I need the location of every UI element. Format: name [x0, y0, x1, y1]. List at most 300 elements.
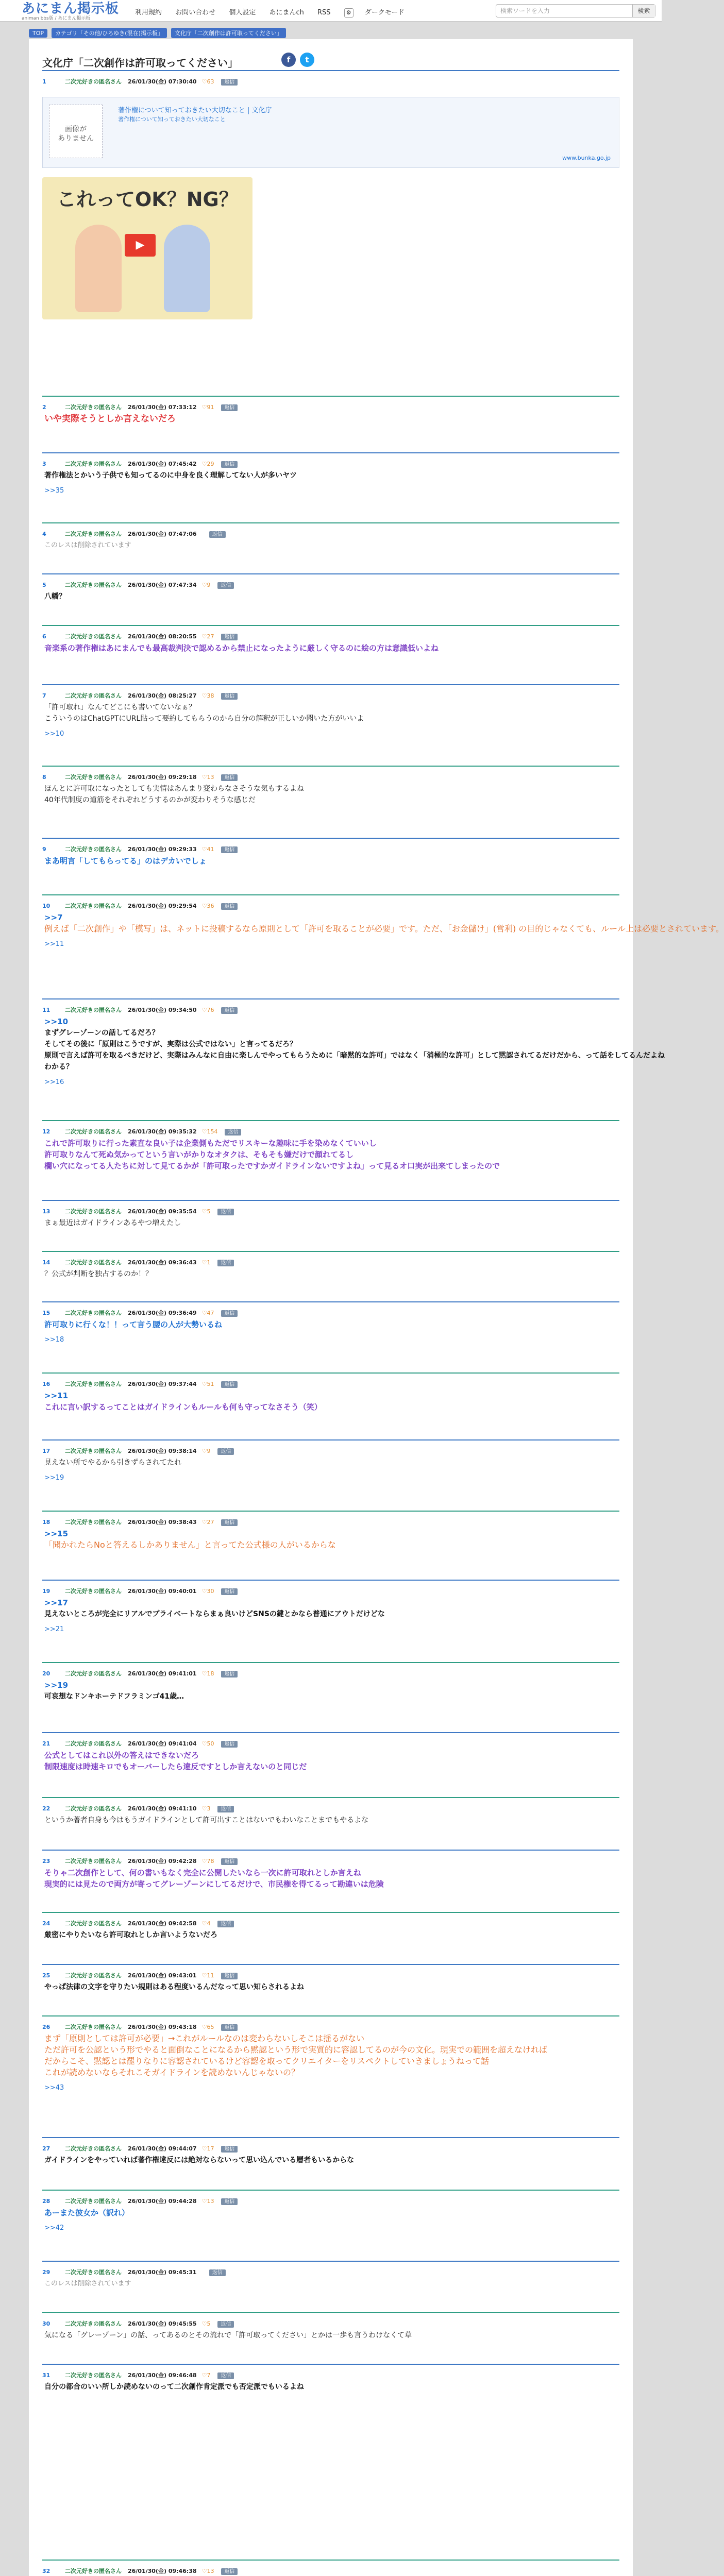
facebook-share-icon[interactable]: f [281, 53, 296, 67]
post-date: 26/01/30(金) 07:30:40 [128, 78, 197, 85]
post-number[interactable]: 4 [42, 531, 46, 537]
poster-name: 二次元好きの匿名さん [65, 633, 122, 640]
post-text-line: ？公式が判断を独占するのか！？ [44, 1270, 153, 1278]
post-number[interactable]: 28 [42, 2198, 50, 2205]
post-header [42, 581, 234, 589]
like-count[interactable]: ♡17 [201, 2145, 214, 2152]
post-header [42, 1971, 238, 1979]
post-header [42, 773, 238, 781]
post-header [42, 691, 238, 700]
reply-button[interactable]: 返信 [217, 1209, 234, 1215]
reply-link[interactable]: >>35 [44, 487, 64, 495]
reply-button[interactable]: 返信 [221, 1007, 238, 1014]
post-number[interactable]: 11 [42, 1007, 50, 1013]
poster-name: 二次元好きの匿名さん [65, 846, 122, 853]
post-date: 26/01/30(金) 07:45:42 [128, 461, 197, 467]
post-header [42, 1919, 234, 1927]
post-header [42, 460, 238, 468]
post-image[interactable] [42, 177, 252, 319]
post-number[interactable]: 26 [42, 2024, 50, 2030]
post-number[interactable]: 29 [42, 2269, 50, 2276]
poster-name: 二次元好きの匿名さん [65, 1208, 122, 1215]
post-number[interactable]: 1 [42, 78, 46, 85]
poster-name: 二次元好きの匿名さん [65, 78, 122, 85]
search-button[interactable]: 検索 [632, 5, 655, 17]
post-text-line: ただ許可を公認という形でやると面倒なことになるから黙認という形で実質的に容認してるのが今の文化。現実での範囲を超えなければ [44, 2045, 548, 2055]
twitter-share-icon[interactable]: t [300, 53, 314, 67]
post-header [42, 2268, 226, 2276]
like-count[interactable]: ♡36 [201, 903, 214, 909]
post-number[interactable]: 3 [42, 461, 46, 467]
poster-name: 二次元好きの匿名さん [65, 1007, 122, 1013]
reply-link[interactable]: >>18 [44, 1336, 64, 1344]
link-card-description: 著作権について知っておきたい大切なこと [118, 116, 226, 123]
post-body [44, 540, 616, 551]
post-body [44, 470, 616, 497]
post-separator [42, 1912, 619, 1913]
post-header [42, 2023, 238, 2031]
like-count[interactable]: ♡18 [201, 1670, 214, 1677]
post-number[interactable]: 22 [42, 1805, 50, 1812]
reply-button[interactable]: 返信 [221, 1381, 238, 1388]
post-text-line[interactable]: >>10 [44, 1017, 69, 1026]
poster-name: 二次元好きの匿名さん [65, 1128, 122, 1135]
link-card-title[interactable]: 著作権について知っておきたい大切なこと | 文化庁 [118, 107, 272, 114]
reply-button[interactable]: 返信 [221, 2198, 238, 2205]
post-date: 26/01/30(金) 09:43:01 [128, 1972, 197, 1979]
search-input[interactable] [496, 4, 655, 18]
post-number[interactable]: 20 [42, 1670, 50, 1677]
post-date: 26/01/30(金) 09:36:43 [128, 1259, 197, 1266]
poster-name: 二次元好きの匿名さん [65, 2145, 122, 2152]
post-header [42, 1207, 234, 1215]
post-separator [42, 2190, 619, 2191]
post-date: 26/01/30(金) 07:47:34 [128, 582, 197, 588]
poster-name: 二次元好きの匿名さん [65, 1740, 122, 1747]
like-count[interactable]: ♡50 [201, 1740, 214, 1747]
post-text-line: いや実際そうとしか言えないだろ [44, 414, 176, 424]
nav-contact[interactable]: お問い合わせ [175, 9, 216, 16]
post-separator [42, 625, 619, 626]
post-number[interactable]: 13 [42, 1208, 50, 1215]
reply-button[interactable]: 返信 [209, 2269, 226, 2276]
like-count[interactable]: ♡63 [201, 78, 214, 85]
post-separator [42, 1797, 619, 1798]
post-date: 26/01/30(金) 09:41:01 [128, 1670, 197, 1677]
post-text-line: 著作権法とかいう子供でも知ってるのに中身を良く理解してない人が多いヤツ [44, 471, 297, 480]
reply-button[interactable]: 返信 [217, 1806, 234, 1812]
reply-button[interactable]: 返信 [217, 2372, 234, 2379]
post-date: 26/01/30(金) 07:47:06 [128, 531, 197, 537]
logo-subtitle: animan bbs版 / あにまん掲示板 [22, 16, 91, 21]
post-text-line: 見えないところが完全にリアルでプライベートならまぁ良いけどSNSの鍵とかなら普通にアウトだけどな [44, 1610, 385, 1618]
poster-name: 二次元好きの匿名さん [65, 2320, 122, 2327]
reply-button[interactable]: 返信 [217, 1921, 234, 1927]
like-count[interactable]: ♡65 [201, 2024, 214, 2030]
post-body [44, 855, 616, 867]
reply-button[interactable]: 返信 [221, 1671, 238, 1677]
like-count[interactable]: ♡13 [201, 2568, 214, 2574]
post-number[interactable]: 24 [42, 1920, 50, 1927]
like-count[interactable]: ♡13 [201, 774, 214, 781]
poster-name: 二次元好きの匿名さん [65, 1972, 122, 1979]
post-text-line: 「許可取れ」なんてどこにも書いてないなぁ？ [44, 703, 196, 711]
poster-name: 二次元好きの匿名さん [65, 1858, 122, 1865]
post-date: 26/01/30(金) 09:34:50 [128, 1007, 197, 1013]
post-header [42, 1447, 234, 1455]
poster-name: 二次元好きの匿名さん [65, 903, 122, 909]
like-count[interactable]: ♡29 [201, 461, 214, 467]
reply-button[interactable]: 返信 [221, 2568, 238, 2575]
post-separator [42, 1732, 619, 1733]
post-number[interactable]: 10 [42, 903, 50, 909]
post-number[interactable]: 12 [42, 1128, 50, 1135]
post-number[interactable]: 8 [42, 774, 46, 781]
post-number[interactable]: 5 [42, 582, 46, 588]
post-header [42, 1669, 238, 1677]
post-text-line: 八幡？ [44, 592, 66, 601]
dark-mode-toggle[interactable]: ダークモード [364, 9, 405, 16]
reply-button[interactable]: 返信 [221, 1741, 238, 1748]
post-body [44, 912, 724, 950]
post-text-line[interactable]: >>11 [44, 1391, 69, 1400]
reply-button[interactable]: 返信 [221, 634, 238, 640]
post-text-line: これが読めないならそれこそガイドラインを読めないんじゃないの？ [44, 2067, 300, 2077]
post-separator [42, 1511, 619, 1512]
post-number[interactable]: 32 [42, 2568, 50, 2574]
post-number[interactable]: 16 [42, 1381, 50, 1387]
post-text-line: まあ明言「してもらってる」のはデカいでしょ [44, 856, 207, 866]
post-text-line: あーまた彼女か（訳れ） [44, 2208, 130, 2217]
reply-button[interactable]: 返信 [221, 1858, 238, 1865]
post-text-line: 「聞かれたらNoと答えるしかありません」と言ってた公式様の人がいるからな [44, 1540, 336, 1550]
post-number[interactable]: 27 [42, 2145, 50, 2152]
like-count[interactable]: ♡41 [201, 846, 214, 853]
link-card[interactable] [42, 97, 619, 168]
reply-button[interactable]: 返信 [221, 461, 238, 468]
post-header [42, 1518, 238, 1526]
post-header [42, 2319, 234, 2328]
post-separator [42, 1580, 619, 1581]
post-date: 26/01/30(金) 09:44:28 [128, 2198, 197, 2205]
post-text-line: このレスは削除されています [44, 541, 131, 549]
post-text-line: そりゃ二次創作として、何の書いもなく完全に公開したいなら一次に許可取れとしか言えね [44, 1868, 361, 1877]
reply-link[interactable]: >>16 [44, 1078, 64, 1086]
post-text-line: まぁ最近はガイドラインあるやつ増えたし [44, 1219, 181, 1227]
poster-name: 二次元好きの匿名さん [65, 774, 122, 781]
top-nav [135, 7, 416, 18]
reply-link[interactable]: >>21 [44, 1625, 64, 1633]
post-date: 26/01/30(金) 09:46:48 [128, 2372, 197, 2379]
post-separator [42, 1662, 619, 1663]
post-separator [42, 396, 619, 397]
illustration-person [164, 225, 210, 312]
reply-button[interactable]: 返信 [225, 1129, 241, 1136]
post-body [44, 702, 616, 740]
like-count[interactable]: ♡3 [201, 1805, 211, 1812]
poster-name: 二次元好きの匿名さん [65, 1670, 122, 1677]
post-body [44, 1457, 616, 1484]
post-text-line: そしてその後に「原則はこうですが、実際は公式ではない」と言ってるだろ？ [44, 1040, 297, 1048]
post-separator [42, 1301, 619, 1302]
like-count[interactable]: ♡38 [201, 692, 214, 699]
reply-button[interactable]: 返信 [217, 1260, 234, 1266]
post-separator [42, 998, 619, 999]
reply-button[interactable]: 返信 [217, 582, 234, 589]
breadcrumb-thread[interactable]: 文化庁「二次創作は許可取ってください」 [171, 28, 286, 38]
like-count[interactable]: ♡4 [201, 1920, 211, 1927]
like-count[interactable]: ♡9 [201, 582, 211, 588]
poster-name: 二次元好きの匿名さん [65, 582, 122, 588]
reply-button[interactable]: 返信 [221, 774, 238, 781]
poster-name: 二次元好きの匿名さん [65, 2198, 122, 2205]
like-count[interactable]: ♡5 [201, 2320, 211, 2327]
poster-name: 二次元好きの匿名さん [65, 1310, 122, 1316]
post-date: 26/01/30(金) 09:45:55 [128, 2320, 197, 2327]
like-count[interactable]: ♡5 [201, 1208, 211, 1215]
like-count[interactable]: ♡27 [201, 633, 214, 640]
post-number[interactable]: 30 [42, 2320, 50, 2327]
post-text-line[interactable]: >>17 [44, 1598, 69, 1607]
post-body [44, 1138, 616, 1172]
reply-button[interactable]: 返信 [221, 846, 238, 853]
poster-name: 二次元好きの匿名さん [65, 1259, 122, 1266]
post-date: 26/01/30(金) 09:35:32 [128, 1128, 197, 1135]
site-logo[interactable] [22, 2, 119, 21]
image-caption: これってOK？NG？ [57, 188, 239, 211]
post-body [44, 1319, 616, 1346]
reply-button[interactable]: 返信 [221, 1588, 238, 1595]
post-text-line: ほんとに許可取になったとしても実情はあんまり変わらなさそうな気もするよね [44, 785, 304, 793]
post-header [42, 902, 238, 910]
like-count[interactable]: ♡13 [201, 2198, 214, 2205]
post-number[interactable]: 15 [42, 1310, 50, 1316]
poster-name: 二次元好きの匿名さん [65, 1805, 122, 1812]
post-separator [42, 894, 619, 895]
post-text-line: 気になる「グレーゾーン」の話、ってあるのとその流れで「許可取ってください」とかは一歩も言うわけなくて草 [44, 2331, 412, 2340]
post-separator [42, 1964, 619, 1965]
post-separator [42, 70, 619, 71]
poster-name: 二次元好きの匿名さん [65, 692, 122, 699]
post-body [44, 2207, 616, 2234]
post-separator [42, 2261, 619, 2262]
like-count[interactable]: ♡27 [201, 1519, 214, 1526]
post-body [44, 1929, 616, 1941]
nav-terms[interactable]: 利用規約 [135, 9, 162, 16]
reply-button[interactable]: 返信 [221, 2146, 238, 2153]
post-text-line[interactable]: >>19 [44, 1681, 69, 1690]
post-number[interactable]: 2 [42, 404, 46, 411]
poster-name: 二次元好きの匿名さん [65, 1519, 122, 1526]
poster-name: 二次元好きの匿名さん [65, 2024, 122, 2030]
nav-rss[interactable]: RSS [317, 9, 331, 16]
poster-name: 二次元好きの匿名さん [65, 1920, 122, 1927]
gear-icon[interactable]: ⚙ [344, 8, 353, 18]
post-separator [42, 1850, 619, 1851]
post-text-line[interactable]: >>7 [44, 913, 63, 922]
reply-link[interactable]: >>10 [44, 730, 64, 738]
post-date: 26/01/30(金) 09:36:49 [128, 1310, 197, 1316]
play-icon: ▶ [125, 234, 156, 257]
reply-button[interactable]: 返信 [221, 79, 238, 86]
post-date: 26/01/30(金) 09:45:31 [128, 2269, 197, 2276]
post-text-line: 許可取りなんて死ぬ気かってという言いがかりなオタクは、そもそも嫌だけで顔れてるし [44, 1150, 354, 1159]
post-text-line: これで許可取りに行った素直な良い子は企業側もただでリスキーな趣味に手を染めなくていいし [44, 1139, 377, 1148]
poster-name: 二次元好きの匿名さん [65, 461, 122, 467]
post-body [44, 1867, 616, 1890]
post-separator [42, 522, 619, 523]
post-separator [42, 2137, 619, 2138]
illustration-person [75, 225, 122, 312]
post-body [44, 2155, 616, 2166]
post-date: 26/01/30(金) 09:40:01 [128, 1588, 197, 1595]
reply-button[interactable]: 返信 [221, 903, 238, 910]
post-date: 26/01/30(金) 07:33:12 [128, 404, 197, 411]
post-header [42, 2371, 234, 2379]
post-text-line: このレスは削除されています [44, 2280, 131, 2287]
post-separator [42, 838, 619, 839]
post-body [44, 413, 616, 425]
like-count[interactable]: ♡7 [201, 2372, 211, 2379]
post-body [44, 783, 616, 806]
poster-name: 二次元好きの匿名さん [65, 404, 122, 411]
post-body [44, 591, 616, 602]
post-date: 26/01/30(金) 09:29:33 [128, 846, 197, 853]
reply-button[interactable]: 返信 [221, 404, 238, 411]
like-count[interactable]: ♡30 [201, 1588, 214, 1595]
post-text-line: 公式としてはこれ以外の答えはできないだろ [44, 1751, 199, 1760]
post-date: 26/01/30(金) 09:43:18 [128, 2024, 197, 2030]
poster-name: 二次元好きの匿名さん [65, 2269, 122, 2276]
post-body [44, 1981, 616, 1993]
post-date: 26/01/30(金) 09:41:10 [128, 1805, 197, 1812]
reply-button[interactable]: 返信 [217, 1448, 234, 1455]
post-body [44, 1815, 616, 1826]
breadcrumb [0, 22, 662, 39]
post-text-line: 許可取りに行くな！！って言う腰の人が大勢いるね [44, 1320, 223, 1329]
reply-link[interactable]: >>11 [44, 940, 64, 948]
post-text-line: だからこそ、黙認とは罷りなりに容認されているけど容認を取ってクリエイターをリスペクトしていきましょうねって話 [44, 2056, 490, 2066]
post-number[interactable]: 6 [42, 633, 46, 640]
like-count[interactable]: ♡76 [201, 1007, 214, 1013]
post-text-line: 自分の都合のいい所しか読めないのって二次創作肯定派でも否定派でもいるよね [44, 2383, 304, 2391]
post-date: 26/01/30(金) 09:37:44 [128, 1381, 197, 1387]
like-count[interactable]: ♡78 [201, 1858, 214, 1865]
like-count[interactable]: ♡11 [201, 1972, 214, 1979]
post-separator [42, 1439, 619, 1440]
post-date: 26/01/30(金) 09:29:54 [128, 903, 197, 909]
post-number[interactable]: 14 [42, 1259, 50, 1266]
post-text-line[interactable]: >>15 [44, 1529, 69, 1538]
post-body [44, 1528, 616, 1551]
like-count[interactable]: ♡47 [201, 1310, 214, 1316]
post-body [44, 2330, 616, 2341]
reply-link[interactable]: >>19 [44, 1474, 64, 1482]
poster-name: 二次元好きの匿名さん [65, 1588, 122, 1595]
post-date: 26/01/30(金) 09:44:07 [128, 2145, 197, 2152]
post-number[interactable]: 23 [42, 1858, 50, 1865]
post-text-line: これに言い訳するってことはガイドラインもルールも何も守ってなさそう（笑） [44, 1402, 322, 1412]
post-separator [42, 1251, 619, 1252]
post-date: 26/01/30(金) 08:20:55 [128, 633, 197, 640]
post-text-line: 見えない所でやるから引きずらされてたれ [44, 1459, 181, 1467]
post-separator [42, 452, 619, 453]
post-header [42, 1804, 234, 1812]
post-header [42, 2567, 238, 2575]
reply-button[interactable]: 返信 [221, 2024, 238, 2031]
reply-button[interactable]: 返信 [221, 1519, 238, 1526]
post-text-line: やっぱ法律の文字を守りたい規則はある程度いるんだなって思い知らされるよね [44, 1983, 304, 1991]
link-card-url[interactable]: www.bunka.go.jp [562, 155, 611, 161]
reply-button[interactable]: 返信 [221, 1310, 238, 1317]
thread-title: 文化庁「二次創作は許可取ってください」 [42, 57, 238, 69]
post-number[interactable]: 21 [42, 1740, 50, 1747]
post-number[interactable]: 19 [42, 1588, 50, 1595]
like-count[interactable]: ♡9 [201, 1448, 211, 1454]
post-header [42, 1258, 234, 1266]
reply-button[interactable]: 返信 [209, 531, 226, 538]
post-number[interactable]: 25 [42, 1972, 50, 1979]
post-number[interactable]: 17 [42, 1448, 50, 1454]
post-body [44, 1016, 665, 1088]
breadcrumb-top[interactable]: TOP [29, 29, 47, 38]
post-date: 26/01/30(金) 09:41:04 [128, 1740, 197, 1747]
post-header [42, 845, 238, 853]
post-date: 26/01/30(金) 09:42:58 [128, 1920, 197, 1927]
like-count[interactable]: ♡51 [201, 1381, 214, 1387]
no-image-placeholder: 画像が ありません [49, 105, 103, 158]
post-separator [42, 2364, 619, 2365]
post-number[interactable]: 7 [42, 692, 46, 699]
reply-link[interactable]: >>42 [44, 2224, 64, 2232]
post-header [42, 530, 226, 538]
post-body [44, 1390, 616, 1413]
like-count[interactable]: ♡1 [201, 1259, 211, 1266]
post-date: 26/01/30(金) 09:38:14 [128, 1448, 197, 1454]
post-date: 26/01/30(金) 09:46:38 [128, 2568, 197, 2574]
poster-name: 二次元好きの匿名さん [65, 2372, 122, 2379]
nav-animanch[interactable]: あにまんch [269, 9, 304, 16]
post-date: 26/01/30(金) 09:42:28 [128, 1858, 197, 1865]
reply-button[interactable]: 返信 [221, 693, 238, 700]
reply-link[interactable]: >>43 [44, 2084, 64, 2092]
post-header [42, 403, 238, 411]
post-text-line: まずグレーゾーンの話してるだろ？ [44, 1029, 159, 1037]
post-number[interactable]: 31 [42, 2372, 50, 2379]
post-separator [42, 1372, 619, 1374]
post-number[interactable]: 9 [42, 846, 46, 853]
like-count[interactable]: ♡154 [201, 1128, 218, 1135]
post-number[interactable]: 18 [42, 1519, 50, 1526]
post-text-line: 可哀想なドンキホーテドフラミンゴ41歳… [44, 1692, 184, 1701]
post-text-line: 欄い穴になってる人たちに対して見てるかが「許可取ったですかガイドラインないですよね」って見るオ口実が出来てしまったので [44, 1161, 500, 1171]
post-separator [42, 2312, 619, 2313]
reply-button[interactable]: 返信 [221, 1973, 238, 1979]
reply-button[interactable]: 返信 [217, 2321, 234, 2328]
post-body [44, 1597, 616, 1635]
nav-settings[interactable]: 個人設定 [229, 9, 256, 16]
like-count[interactable]: ♡91 [201, 404, 214, 411]
breadcrumb-category[interactable]: カテゴリ「その他/ひろゆき(混在)掲示板」 [52, 28, 167, 38]
post-body [44, 2033, 616, 2094]
post-date: 26/01/30(金) 09:29:18 [128, 774, 197, 781]
post-text-line: 音楽系の著作権はあにまんでも最高裁判決で認めるから禁止になったように厳しく守るのに絵の方は意識低いよね [44, 643, 439, 653]
post-date: 26/01/30(金) 09:38:43 [128, 1519, 197, 1526]
poster-name: 二次元好きの匿名さん [65, 2568, 122, 2574]
post-text-line: こういうのはChatGPTにURL貼って要約してもらうのから自分の解釈が正しいか聞いた方がいいよ [44, 715, 364, 723]
poster-name: 二次元好きの匿名さん [65, 1448, 122, 1454]
post-body [44, 1268, 616, 1280]
